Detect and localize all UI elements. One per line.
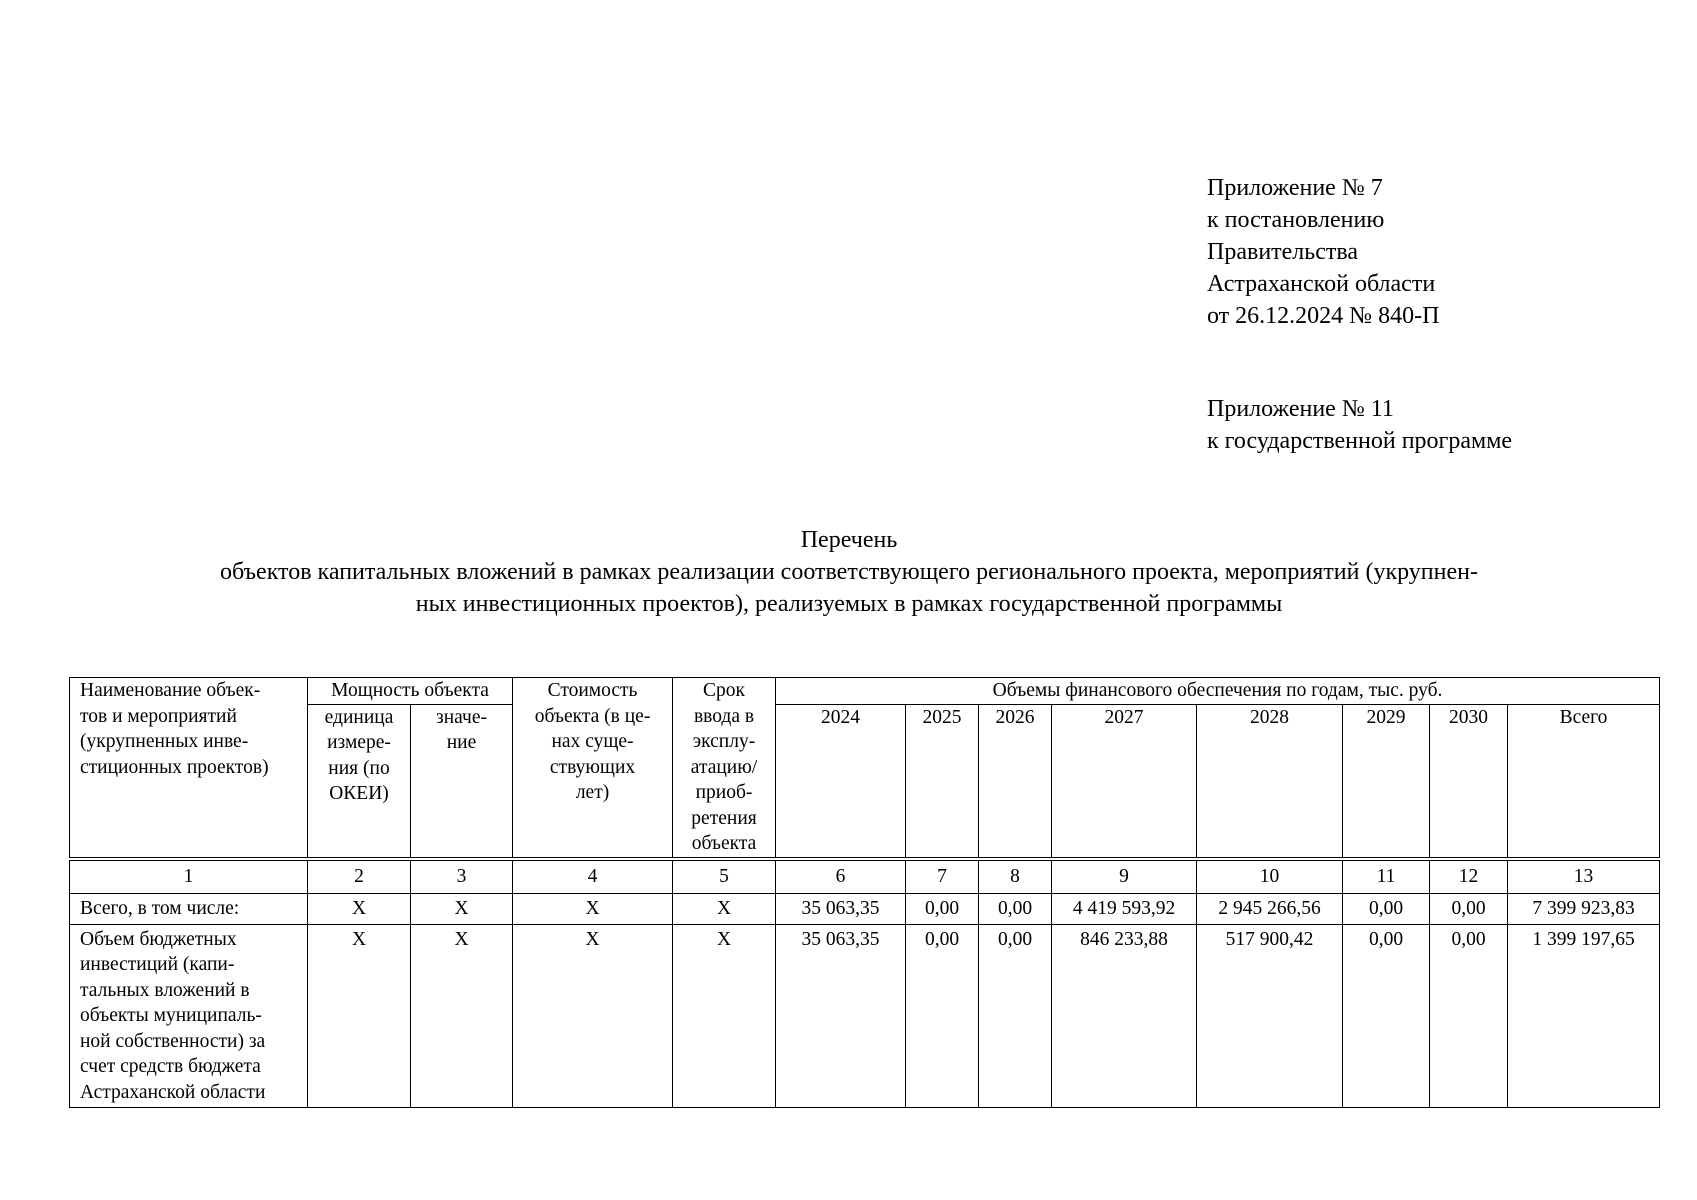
header-year-2026: 2026 [979,704,1052,859]
column-number: 2 [308,859,411,894]
header-funding: Объемы финансового обеспечения по годам, тыс. руб. [776,678,1660,705]
header-term: Срок ввода в эксплу- атацию/ приоб- ретения объекта [673,678,776,859]
table-row-budget [70,924,1660,1107]
table-cell: 4 419 593,92 [1052,893,1197,924]
column-number: 9 [1052,859,1197,894]
table-cell: 7 399 923,83 [1508,893,1660,924]
header-capacity: Мощность объекта [308,678,513,705]
appendix-line: Правительства [1207,239,1359,265]
column-number: 7 [906,859,979,894]
table-cell: 517 900,42 [1197,924,1343,1107]
column-number: 13 [1508,859,1660,894]
table-cell: 0,00 [906,924,979,1107]
table-cell: 0,00 [906,893,979,924]
table-cell: 35 063,35 [776,924,906,1107]
appendix-line: Астраханской области [1207,271,1436,297]
title-line: ных инвестиционных проектов), реализуемых в рамках государственной программы [415,591,1283,617]
table-cell: Х [673,893,776,924]
column-number: 3 [411,859,513,894]
table-cell: 0,00 [979,924,1052,1107]
table-cell: Х [308,924,411,1107]
table-cell: Х [308,893,411,924]
table-cell: 1 399 197,65 [1508,924,1660,1107]
appendix-line: Приложение № 7 [1207,175,1383,201]
table-cell: 0,00 [1343,893,1430,924]
appendix-line: Приложение № 11 [1207,396,1394,422]
header-year-2028: 2028 [1197,704,1343,859]
title-line: объектов капитальных вложений в рамках реализации соответствующего регионального проекта, мероприятий (укрупнен- [220,559,1478,585]
table-cell: Х [513,924,673,1107]
column-number: 12 [1430,859,1508,894]
header-value: значе- ние [411,704,513,859]
table-cell: 846 233,88 [1052,924,1197,1107]
column-number: 11 [1343,859,1430,894]
table-cell: Х [673,924,776,1107]
table-cell: 0,00 [1343,924,1430,1107]
column-number-row [70,859,1660,894]
capital-investment-table [69,677,1660,1108]
column-number: 1 [70,859,308,894]
header-cost: Стоимость объекта (в це- нах суще- ствующих лет) [513,678,673,859]
table-cell: 0,00 [1430,924,1508,1107]
appendix-line: от 26.12.2024 № 840-П [1207,303,1440,329]
table-cell: 0,00 [1430,893,1508,924]
header-year-2029: 2029 [1343,704,1430,859]
appendix-line: к постановлению [1207,207,1385,233]
appendix-7-block [1207,172,1439,332]
column-number: 10 [1197,859,1343,894]
table-cell: Х [513,893,673,924]
row-name: Объем бюджетных инвестиций (капи- тальных вложений в объекты муниципаль- ной собственности) за счет средств бюджета Астраханской области [70,924,308,1107]
title-line: Перечень [800,527,898,553]
header-year-2027: 2027 [1052,704,1197,859]
header-name: Наименование объек- тов и мероприятий (укрупненных инве- стиционных проектов) [70,678,308,859]
table-cell: 0,00 [979,893,1052,924]
appendix-line: к государственной программе [1207,428,1513,454]
header-year-2024: 2024 [776,704,906,859]
table-cell: Х [411,924,513,1107]
header-year-2025: 2025 [906,704,979,859]
appendix-11-block [1207,393,1512,457]
header-total: Всего [1508,704,1660,859]
header-unit: единица измере- ния (по ОКЕИ) [308,704,411,859]
document-title [70,524,1628,620]
table-cell: 2 945 266,56 [1197,893,1343,924]
header-year-2030: 2030 [1430,704,1508,859]
column-number: 4 [513,859,673,894]
table-cell: Х [411,893,513,924]
column-number: 6 [776,859,906,894]
column-number: 8 [979,859,1052,894]
column-number: 5 [673,859,776,894]
table-row-total [70,893,1660,924]
row-name: Всего, в том числе: [70,893,308,924]
table-cell: 35 063,35 [776,893,906,924]
